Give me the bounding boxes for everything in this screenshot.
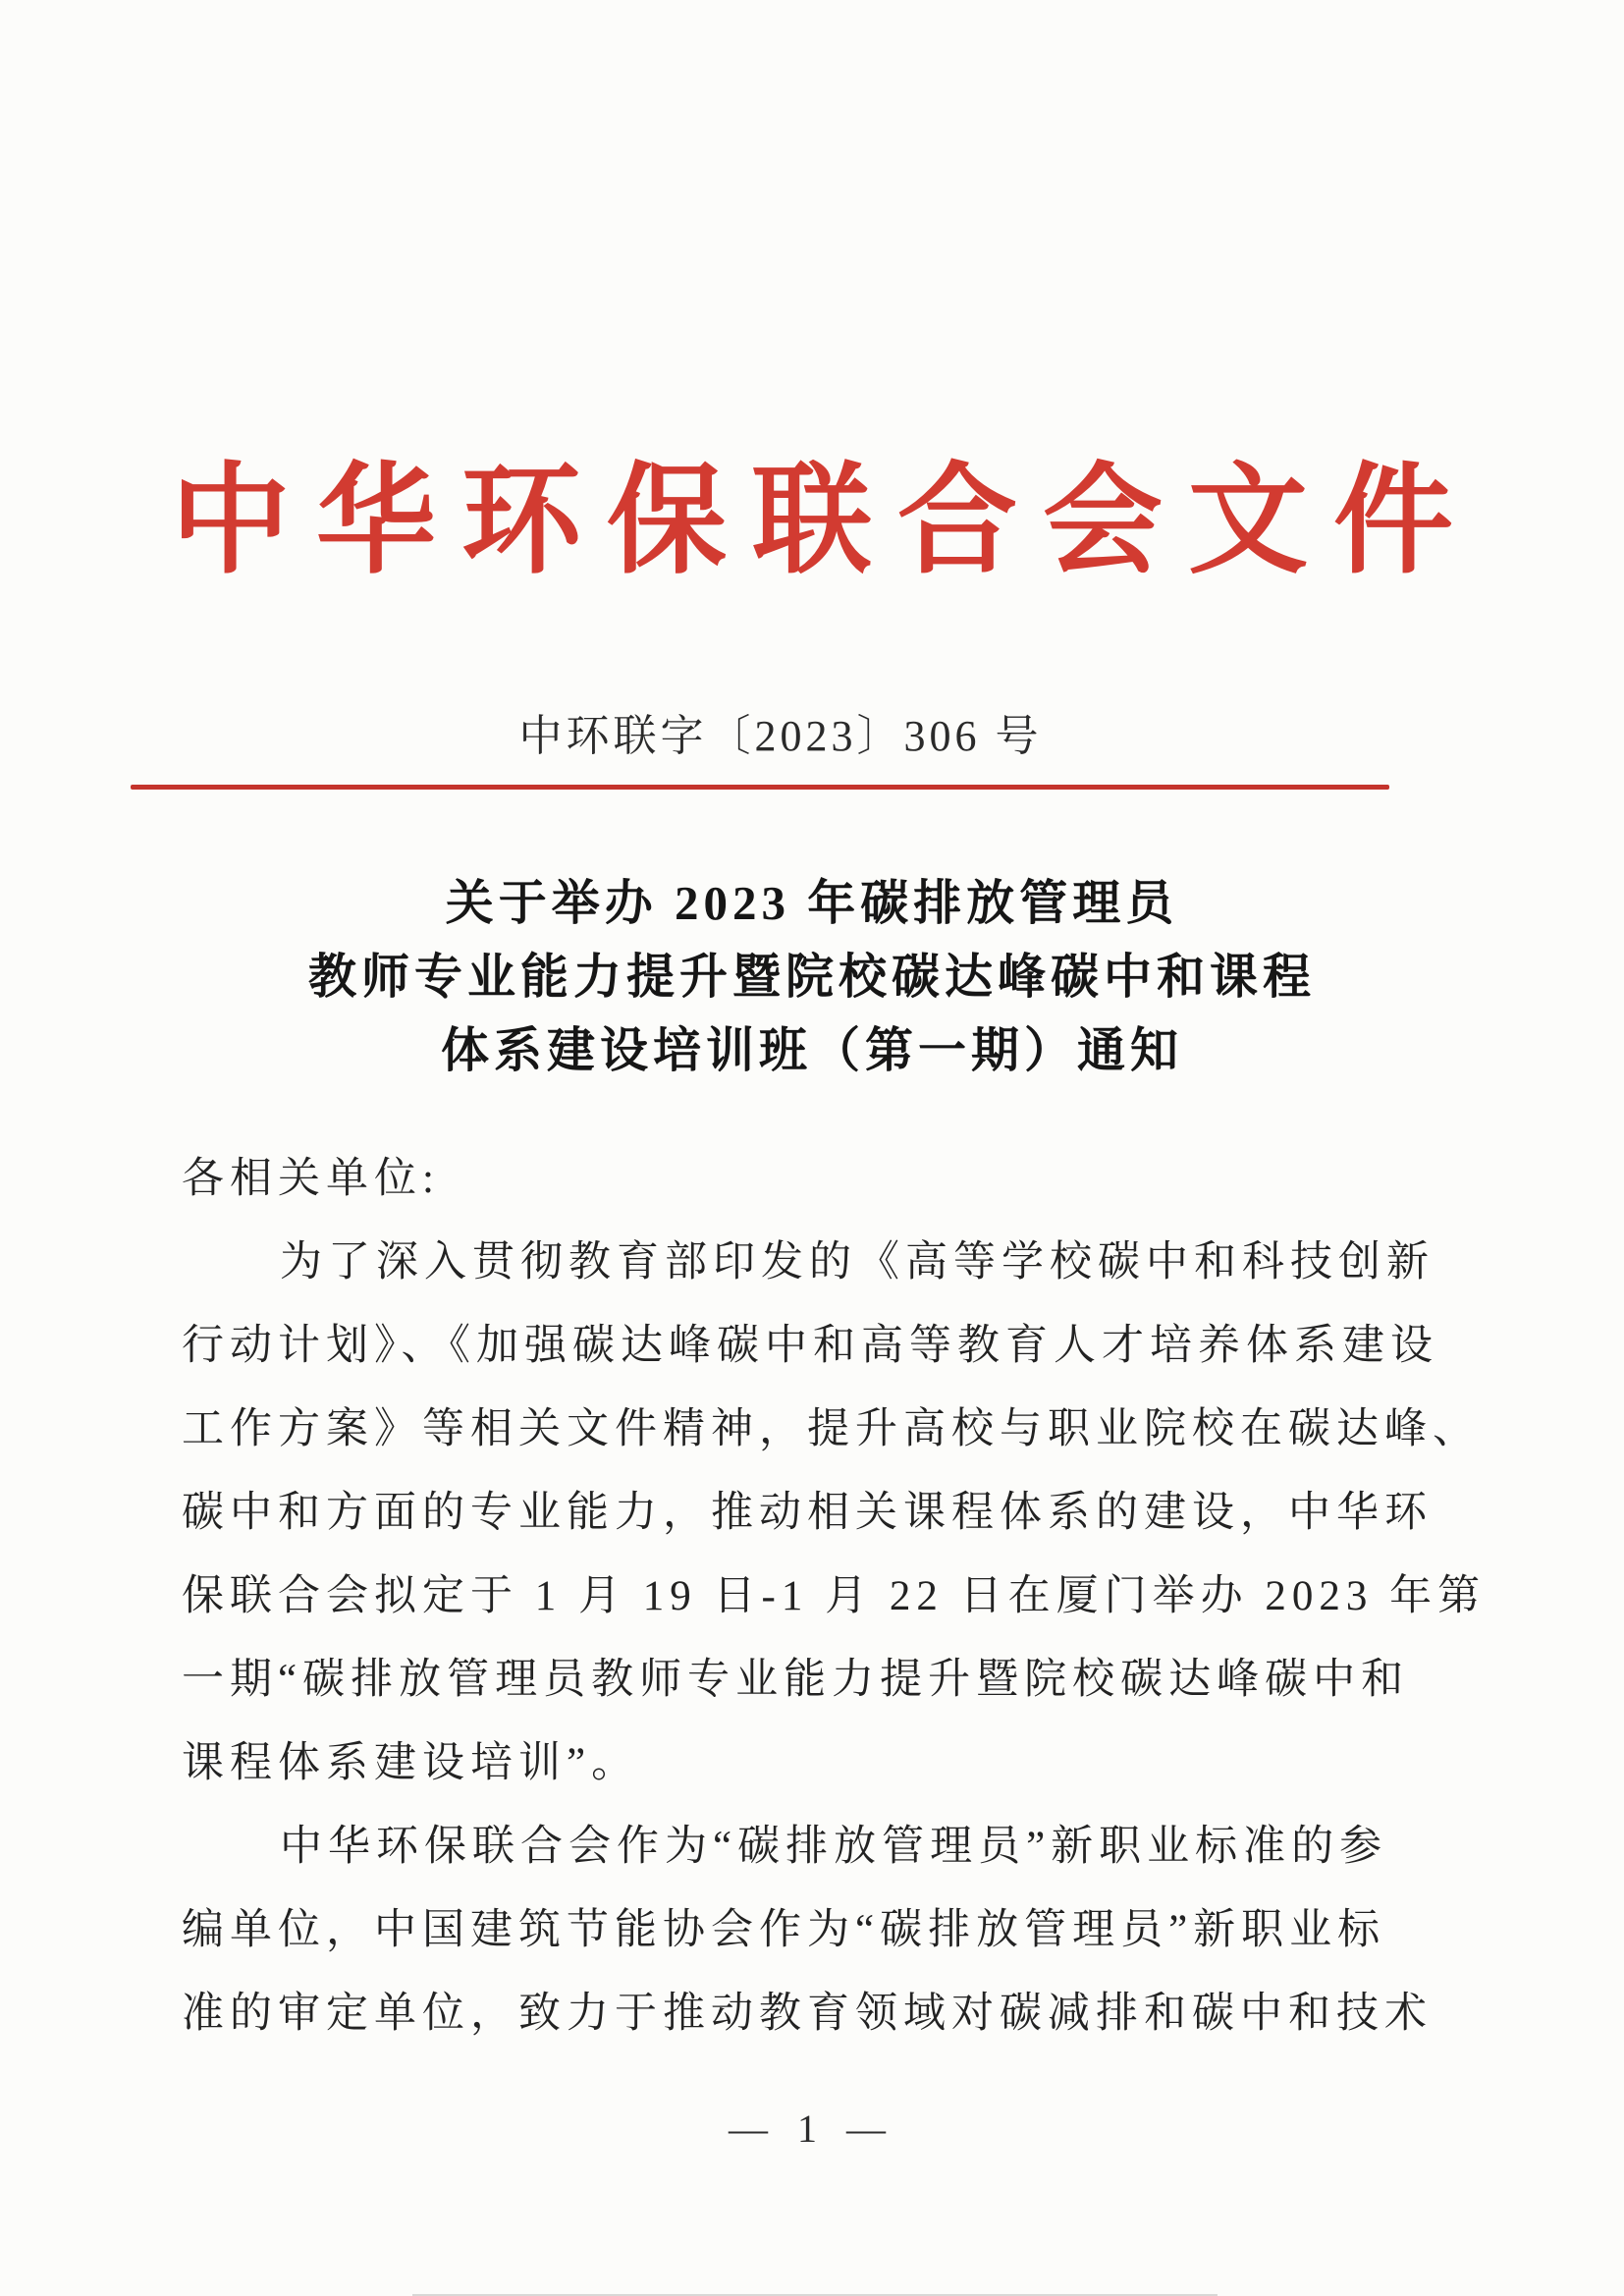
body-line: 一期“碳排放管理员教师专业能力提升暨院校碳达峰碳中和 xyxy=(182,1657,1410,1703)
body-line: 为了深入贯彻教育部印发的《高等学校碳中和科技创新 xyxy=(280,1239,1435,1285)
notice-title-line-3: 体系建设培训班（第一期）通知 xyxy=(440,1023,1183,1077)
salutation-line: 各相关单位: xyxy=(182,1156,440,1202)
body-line: 碳中和方面的专业能力，推动相关课程体系的建设，中华环 xyxy=(182,1490,1433,1536)
org-title-header: 中华环保联合会文件 xyxy=(171,456,1479,588)
body-text xyxy=(182,1137,1487,2055)
body-line: 工作方案》等相关文件精神，提升高校与职业院校在碳达峰、 xyxy=(182,1406,1481,1452)
red-divider-line xyxy=(131,785,1389,790)
notice-title xyxy=(0,866,1624,1087)
body-line: 课程体系建设培训”。 xyxy=(182,1740,640,1786)
notice-title-line-2: 教师专业能力提升暨院校碳达峰碳中和课程 xyxy=(307,950,1316,1004)
body-line: 中华环保联合会作为“碳排放管理员”新职业标准的参 xyxy=(280,1824,1388,1870)
body-line: 编单位，中国建筑节能协会作为“碳排放管理员”新职业标 xyxy=(182,1907,1386,1953)
body-line: 保联合会拟定于 1 月 19 日-1 月 22 日在厦门举办 2023 年第 xyxy=(182,1573,1487,1619)
doc-number: 中环联字〔2023〕306 号 xyxy=(518,712,1043,760)
body-line: 准的审定单位，致力于推动教育领域对碳减排和碳中和技术 xyxy=(182,1991,1433,2037)
notice-title-line-1: 关于举办 2023 年碳排放管理员 xyxy=(445,876,1179,930)
page-number: — 1 — xyxy=(729,2106,895,2151)
body-line: 行动计划》、《加强碳达峰碳中和高等教育人才培养体系建设 xyxy=(182,1323,1438,1369)
